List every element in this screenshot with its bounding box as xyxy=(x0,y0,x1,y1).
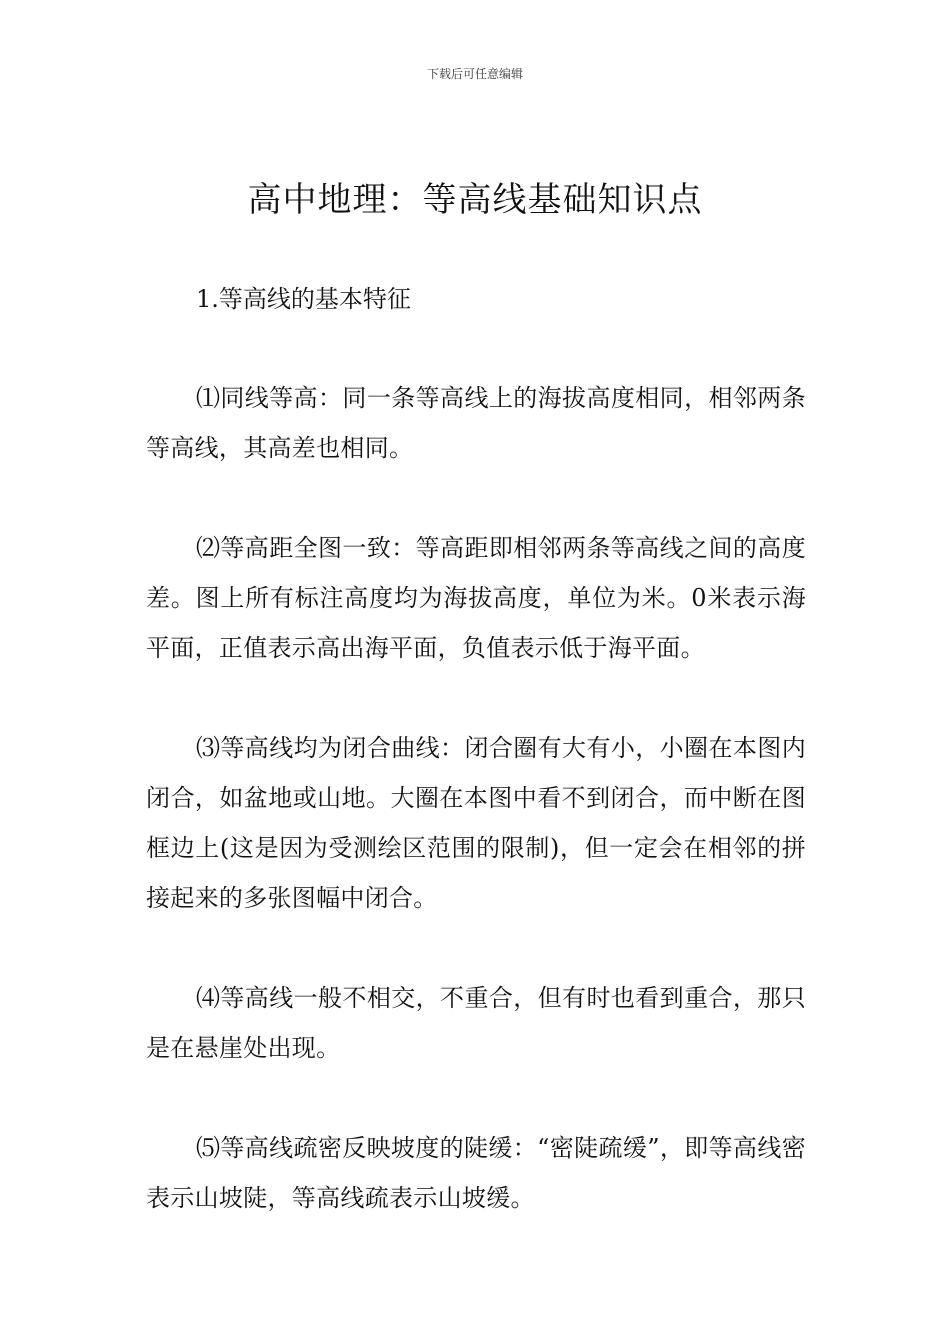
paragraph-contour-interval: ⑵等高距全图一致：等高距即相邻两条等高线之间的高度差。图上所有标注高度均为海拔高度，单位为米。0米表示海平面，正值表示高出海平面，负值表示低于海平面。 xyxy=(146,534,806,662)
section-heading: 1.等高线的基本特征 xyxy=(196,285,411,313)
document-title: 高中地理：等高线基础知识点 xyxy=(247,180,703,220)
paragraph-closed-curves: ⑶等高线均为闭合曲线：闭合圈有大有小，小圈在本图内闭合，如盆地或山地。大圈在本图中看不到闭合，而中断在图框边上(这是因为受测绘区范围的限制)，但一定会在相邻的拼接起来的多张图幅中闭合。 xyxy=(146,734,806,912)
paragraph-same-line-same-height: ⑴同线等高：同一条等高线上的海拔高度相同，相邻两条等高线，其高差也相同。 xyxy=(146,384,806,462)
paragraph-no-intersection: ⑷等高线一般不相交，不重合，但有时也看到重合，那只是在悬崖处出现。 xyxy=(146,984,806,1062)
header-note: 下载后可任意编辑 xyxy=(426,67,523,81)
paragraph-density-slope: ⑸等高线疏密反映坡度的陡缓：“密陡疏缓”，即等高线密表示山坡陡，等高线疏表示山坡缓。 xyxy=(146,1134,806,1212)
